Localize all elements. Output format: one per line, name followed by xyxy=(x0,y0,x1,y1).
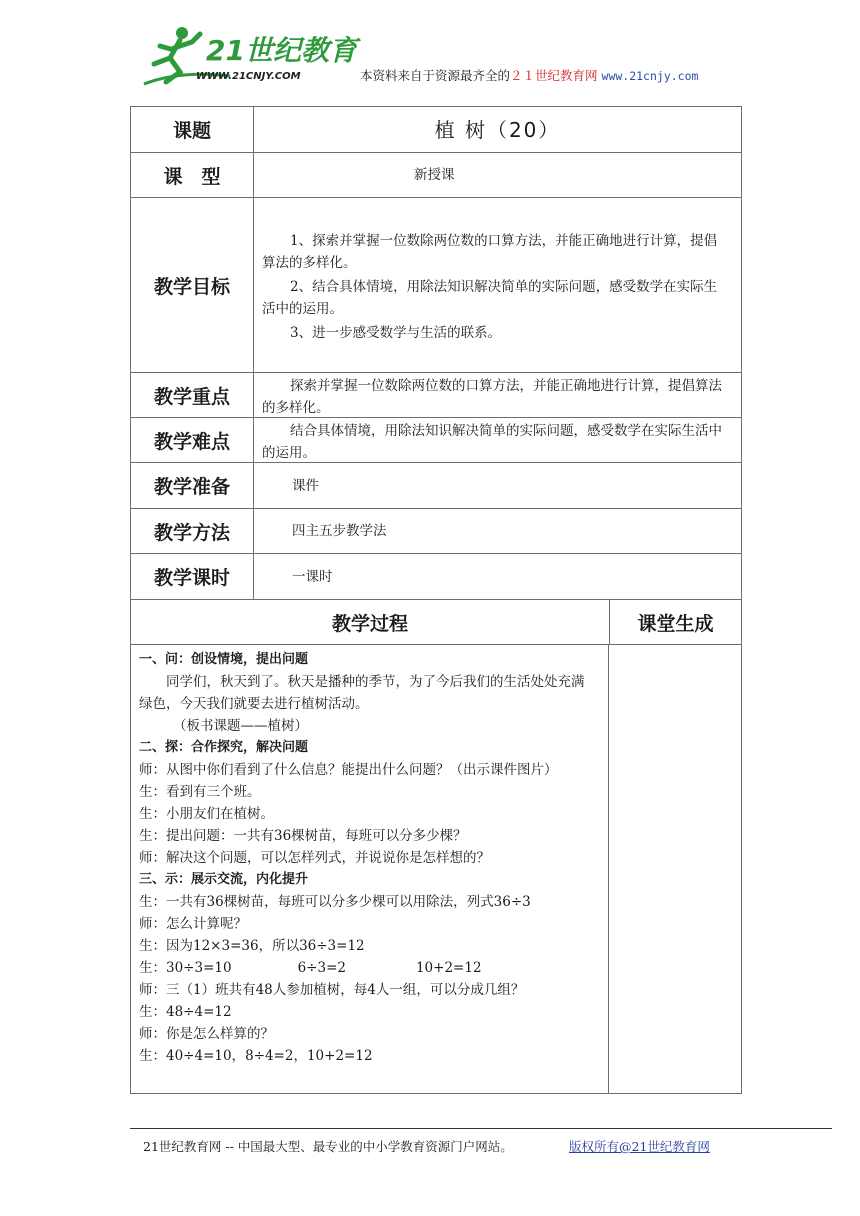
dialogue-line: 生：小朋友们在植树。 xyxy=(139,806,274,822)
lesson-plan-table xyxy=(130,106,742,1094)
header-source-line xyxy=(360,66,698,84)
dialogue-line: 生：一共有36棵树苗，每班可以分多少棵可以用除法，列式36÷3 xyxy=(139,894,531,910)
calc-step-2: 6÷3=2 xyxy=(297,960,346,976)
prep-label: 教学准备 xyxy=(131,463,254,508)
prep-value: 课件 xyxy=(292,477,319,494)
section-title-3: 三、示：展示交流，内化提升 xyxy=(139,872,309,887)
key-point-text: 探索并掌握一位数除两位数的口算方法，并能正确地进行计算，提倡算法的多样化。 xyxy=(262,378,722,416)
dialogue-line: 生：提出问题：一共有36棵树苗，每班可以分多少棵？ xyxy=(139,828,467,844)
row-type xyxy=(131,153,741,198)
row-preparation xyxy=(131,463,741,509)
calc-step-1: 生：30÷3=10 xyxy=(139,960,232,976)
logo-url: WWW.21CNJY.COM xyxy=(196,71,301,82)
hours-value: 一课时 xyxy=(292,568,333,585)
section-title-1: 一、问：创设情境，提出问题 xyxy=(139,652,309,667)
hours-label: 教学课时 xyxy=(131,554,254,599)
dialogue-line: 师：从图中你们看到了什么信息？能提出什么问题？（出示课件图片） xyxy=(139,762,558,778)
process-paragraph: （板书课题——植树） xyxy=(173,718,308,734)
process-body xyxy=(131,645,609,1093)
footer-divider xyxy=(130,1128,832,1129)
difficulty-text: 结合具体情境，用除法知识解决简单的实际问题，感受数学在实际生活中的运用。 xyxy=(262,423,722,461)
footer-copyright-link[interactable]: 版权所有@21世纪教育网 xyxy=(569,1139,710,1154)
dialogue-line: 师：怎么计算呢？ xyxy=(139,916,247,932)
row-goals xyxy=(131,198,741,373)
row-difficulty xyxy=(131,418,741,463)
dialogue-line: 生：48÷4=12 xyxy=(139,1004,232,1020)
dialogue-line: 生：40÷4=10，8÷4=2，10+2=12 xyxy=(139,1048,373,1064)
header-source-name[interactable]: ２１世纪教育网 xyxy=(510,68,598,83)
dialogue-line xyxy=(139,957,594,979)
key-label: 教学重点 xyxy=(131,373,254,417)
footer-text: 21世纪教育网 -- 中国最大型、最专业的中小学教育资源门户网站。 xyxy=(143,1139,513,1154)
goals-label: 教学目标 xyxy=(131,198,254,372)
goal-item-1: 1、探索并掌握一位数除两位数的口算方法，并能正确地进行计算，提倡算法的多样化。 xyxy=(262,233,718,271)
row-title xyxy=(131,107,741,153)
type-label: 课 型 xyxy=(131,153,254,197)
method-value: 四主五步教学法 xyxy=(292,523,387,539)
title-label: 课题 xyxy=(131,107,254,152)
dialogue-line: 师：你是怎么样算的？ xyxy=(139,1026,274,1042)
goal-item-2: 2、结合具体情境，用除法知识解决简单的实际问题，感受数学在实际生活中的运用。 xyxy=(262,279,718,317)
row-hours xyxy=(131,554,741,600)
row-process-header xyxy=(131,600,741,645)
dialogue-line: 师：三（1）班共有48人参加植树，每4人一组，可以分成几组？ xyxy=(139,982,525,998)
generation-header: 课堂生成 xyxy=(637,612,714,635)
site-logo xyxy=(140,24,357,88)
lesson-title: 植 树（20） xyxy=(434,117,561,142)
lesson-type: 新授课 xyxy=(414,167,455,183)
process-header: 教学过程 xyxy=(131,600,610,644)
difficulty xyxy=(254,418,741,462)
dialogue-line: 师：解决这个问题，可以怎样列式，并说说你是怎样想的？ xyxy=(139,850,490,866)
calc-step-3: 10+2=12 xyxy=(415,960,482,976)
row-key-point xyxy=(131,373,741,418)
process-paragraph: 同学们，秋天到了。秋天是播种的季节，为了今后我们的生活处处充满绿色，今天我们就要去进行植树活动。 xyxy=(139,674,585,712)
key-point xyxy=(254,373,741,417)
goal-item-3: 3、进一步感受数学与生活的联系。 xyxy=(290,325,502,341)
goals-list xyxy=(254,198,741,372)
header-source-prefix: 本资料来自于资源最齐全的 xyxy=(360,68,511,83)
header-source-url[interactable]: www.21cnjy.com xyxy=(601,69,699,83)
dialogue-line: 生：看到有三个班。 xyxy=(139,784,261,800)
logo-text: 21世纪教育 xyxy=(206,34,357,67)
difficulty-label: 教学难点 xyxy=(131,418,254,462)
method-label: 教学方法 xyxy=(131,509,254,553)
section-title-2: 二、探：合作探究，解决问题 xyxy=(139,740,309,755)
dialogue-line: 生：因为12×3=36，所以36÷3=12 xyxy=(139,938,365,954)
row-method xyxy=(131,509,741,554)
